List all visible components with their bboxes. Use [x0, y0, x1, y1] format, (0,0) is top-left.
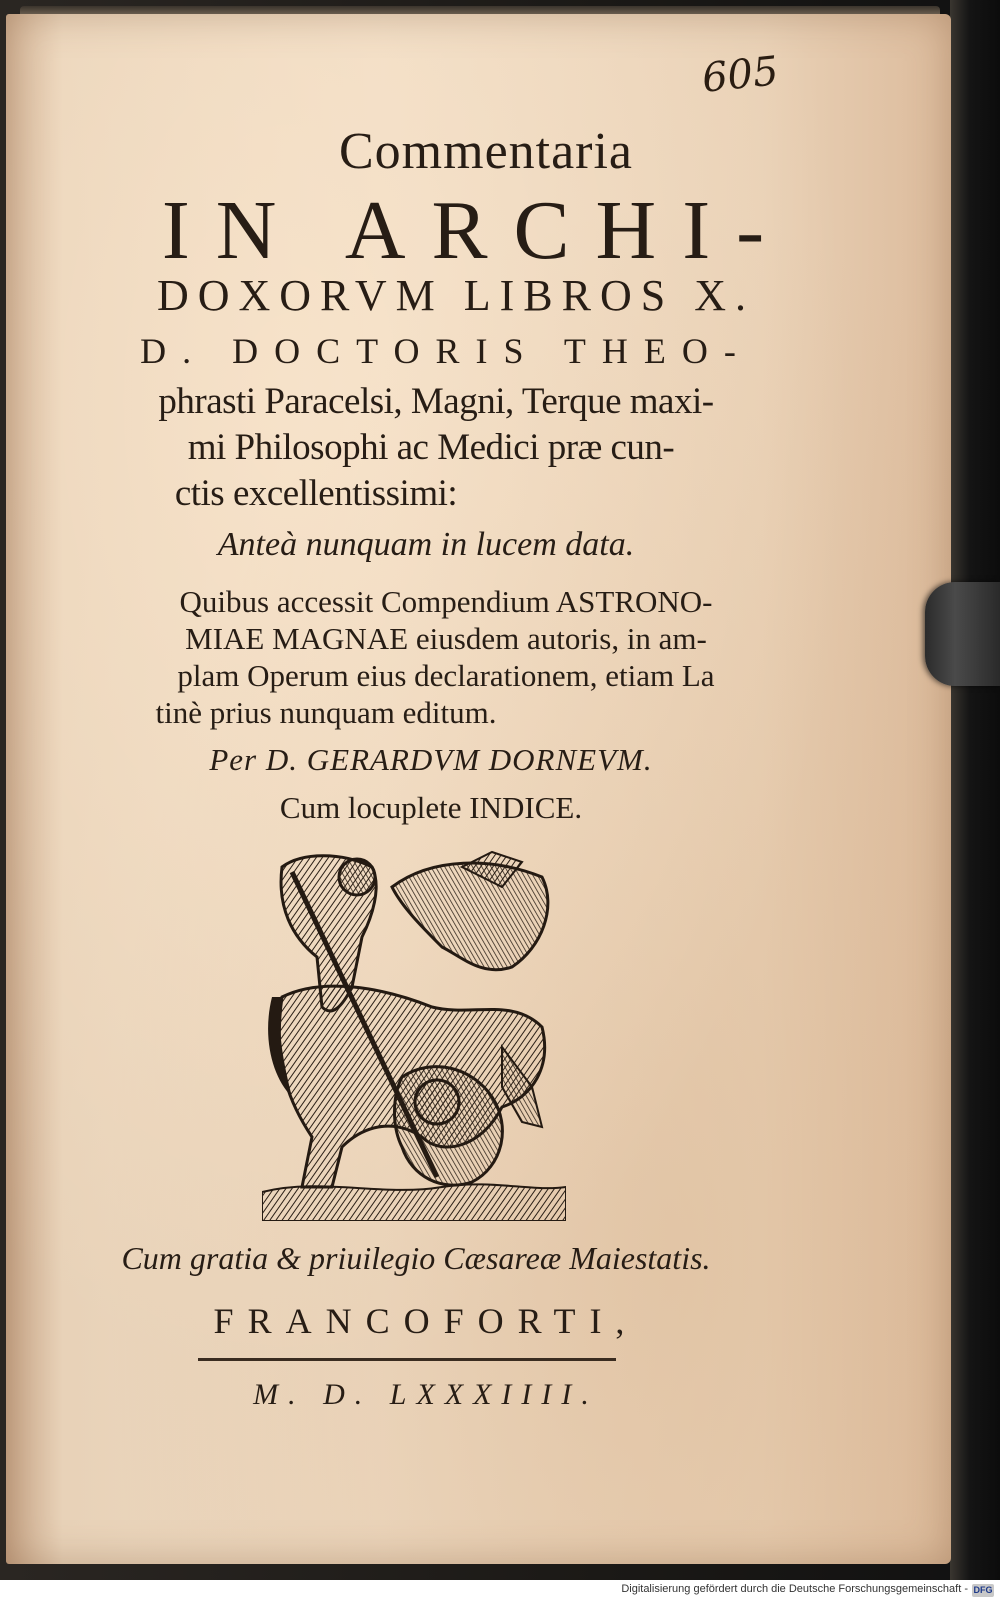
body-line-3: ctis excellentissimi: [174, 473, 458, 514]
footer-credit: Digitalisierung gefördert durch die Deutsche Forschungsgemeinschaft - [621, 1583, 968, 1595]
italic-subtitle: Anteà nunquam in lucem data. [217, 526, 635, 563]
dfg-logo-icon: DFG [973, 1585, 993, 1595]
title-page [6, 14, 951, 1564]
body-line-2: mi Philosophi ac Medici præ cun- [187, 427, 675, 468]
ground [262, 1184, 566, 1221]
title-line-1: Commentaria [338, 123, 634, 180]
year-line: M. D. LXXXIIII. [253, 1378, 599, 1411]
woodcut-illustration [262, 847, 566, 1221]
author-line: Per D. GERARDVM DORNEVM. [209, 742, 653, 777]
index-line: Cum locuplete INDICE. [279, 790, 583, 825]
body-line-7: tinè prius nunquam editum. [155, 695, 497, 730]
title-line-3: DOXORVM LIBROS X. [156, 271, 756, 320]
privilege-line: Cum gratia & priuilegio Cæsareæ Maiestatis. [121, 1240, 711, 1276]
horizontal-rule [198, 1358, 616, 1361]
handwritten-shelf-number: 605 [699, 48, 781, 102]
body-line-6: plam Operum eius declarationem, etiam La [177, 658, 715, 693]
body-line-4: Quibus accessit Compendium ASTRONO- [179, 584, 713, 619]
city-line: FRANCOFORTI, [213, 1301, 639, 1341]
book-edge [950, 0, 1000, 1580]
title-line-4: D. DOCTORIS THEO- [140, 331, 752, 371]
title-line-2: IN ARCHI- [161, 184, 791, 277]
footer-bar [0, 1580, 1000, 1602]
body-line-5: MIAE MAGNAE eiusdem autoris, in am- [185, 621, 707, 656]
body-line-1: phrasti Paracelsi, Magni, Terque maxi- [158, 381, 714, 422]
book-clip [925, 582, 1000, 686]
